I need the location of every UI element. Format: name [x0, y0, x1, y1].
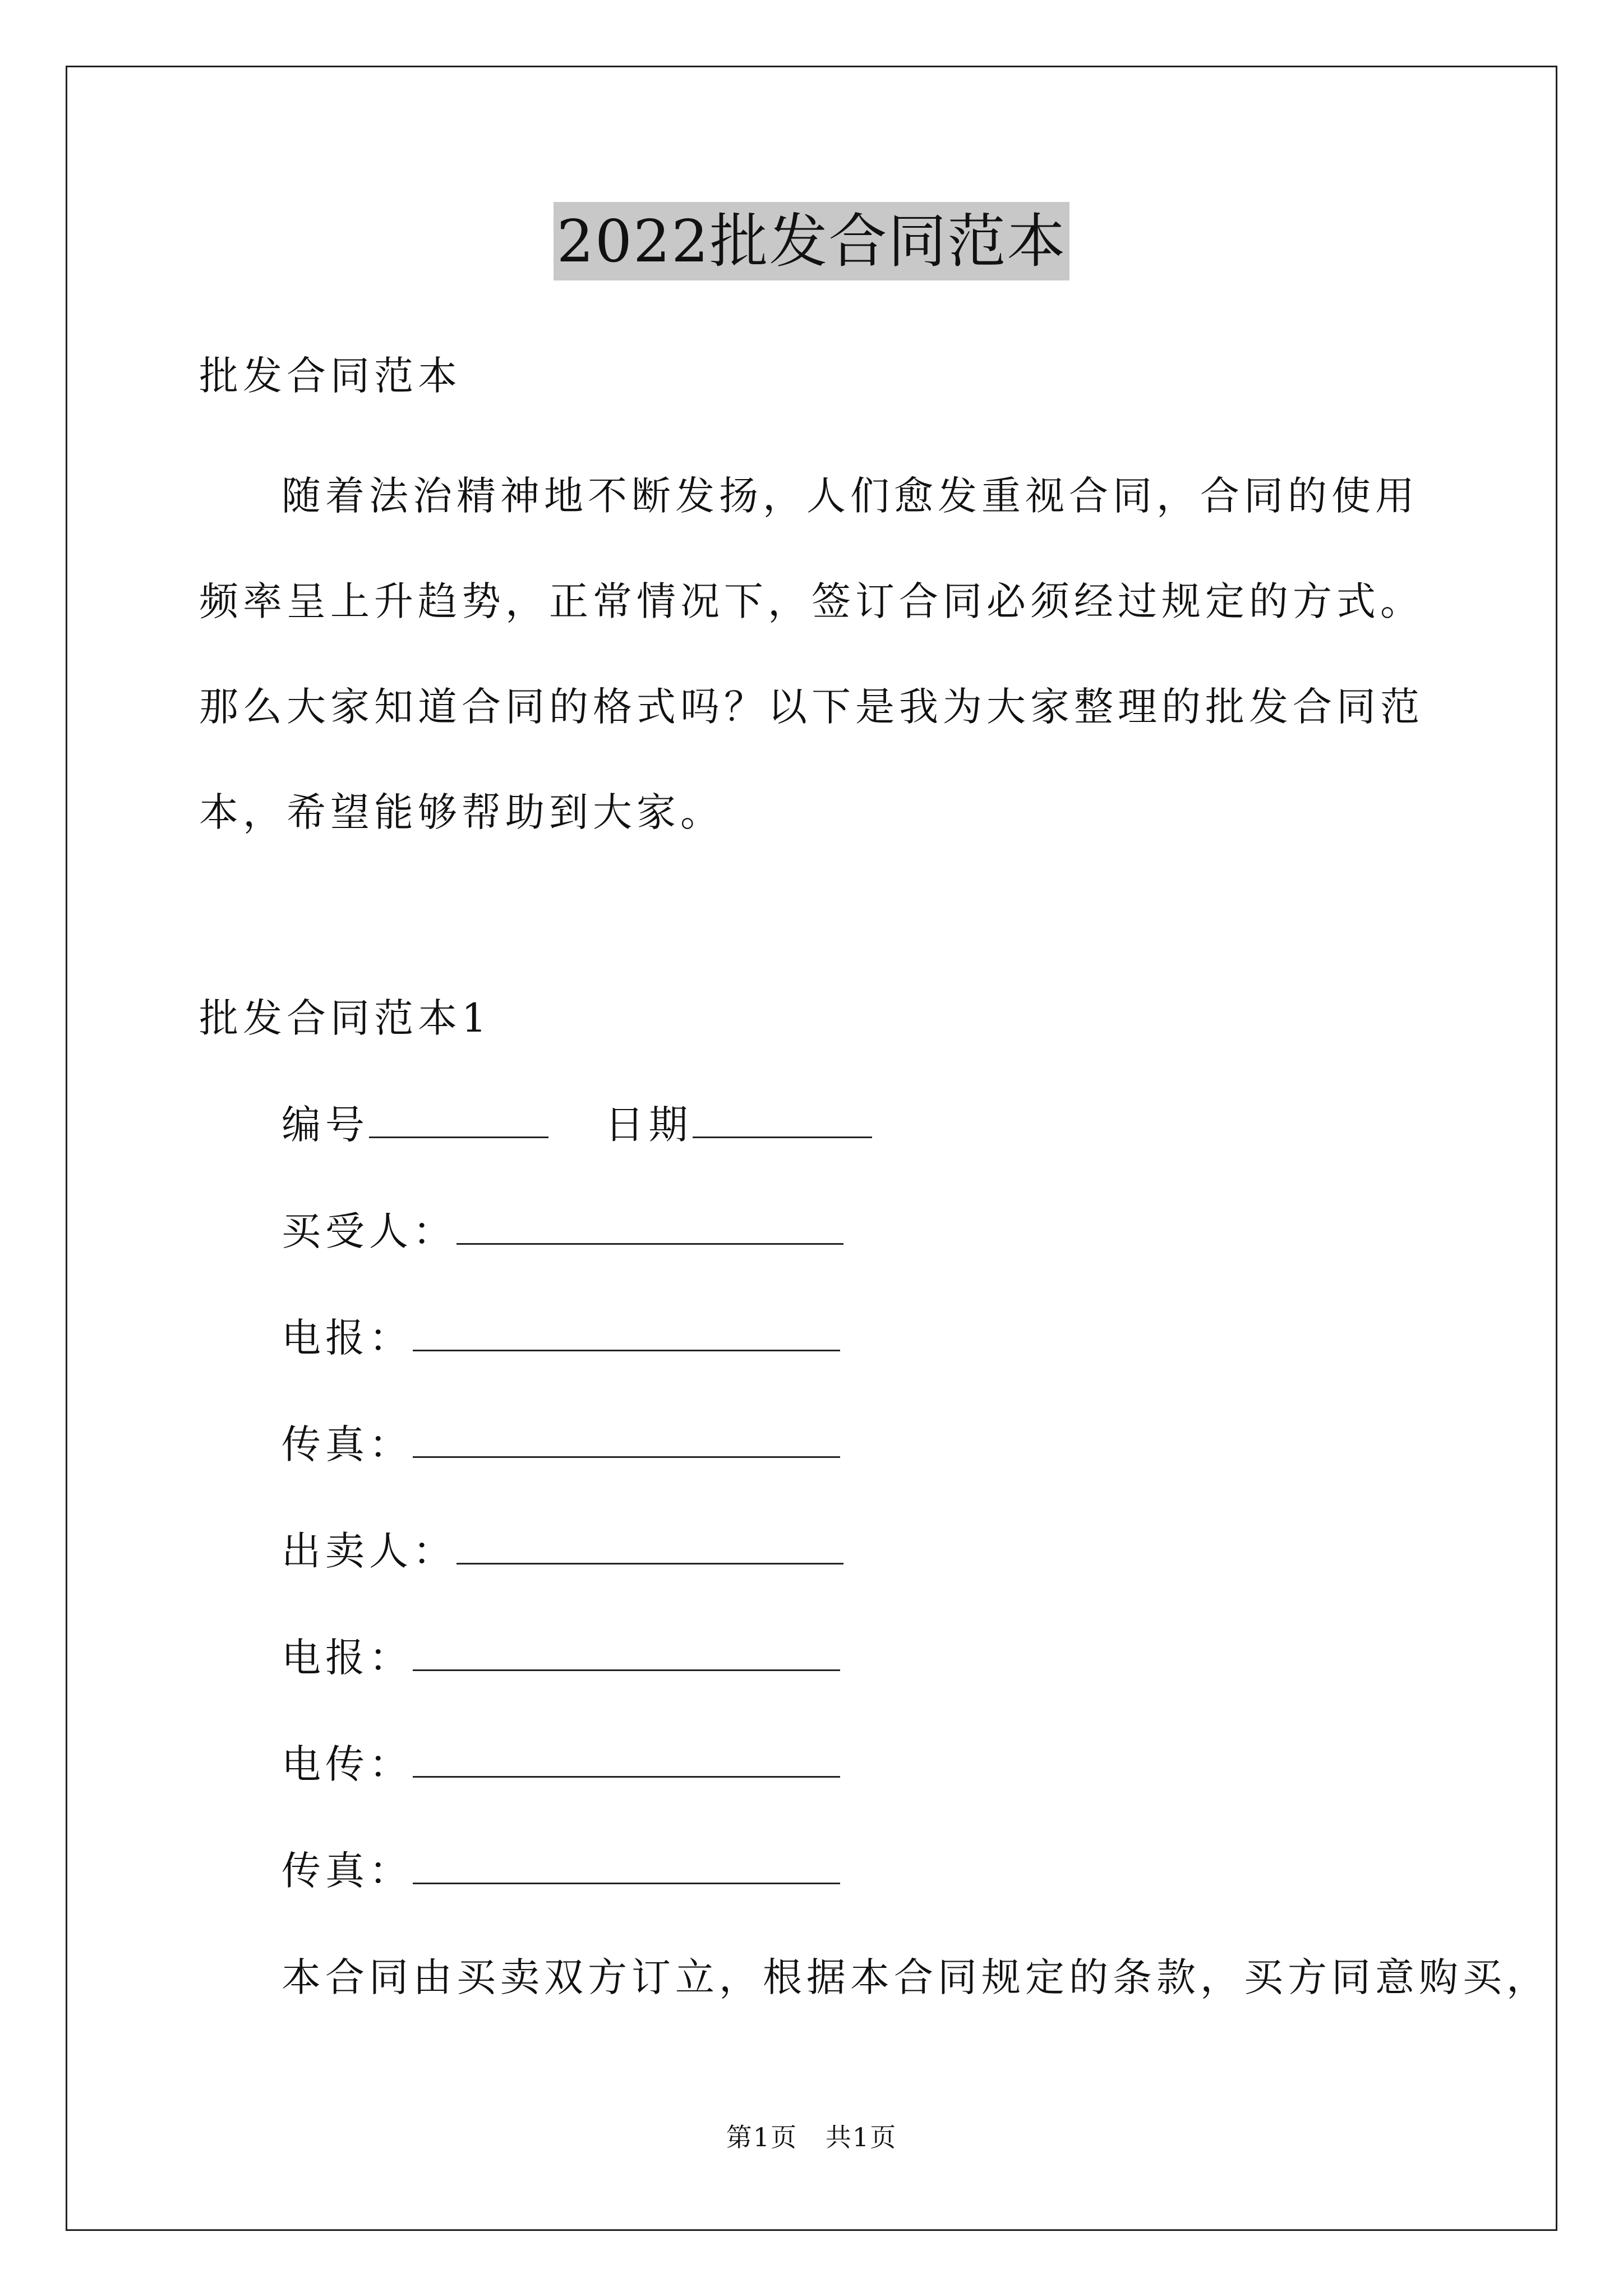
buyer-row: [282, 1206, 843, 1257]
buyer-telegram-blank[interactable]: [413, 1315, 840, 1351]
number-label: 编号: [282, 1102, 369, 1148]
title-container: [0, 202, 1623, 280]
seller-fax-blank[interactable]: [413, 1848, 840, 1884]
seller-telegram-row: [282, 1632, 840, 1683]
date-blank[interactable]: [693, 1102, 872, 1138]
section-heading: 批发合同范本1: [199, 995, 491, 1041]
buyer-fax-blank[interactable]: [413, 1421, 840, 1458]
seller-telex-label: 电传：: [282, 1741, 413, 1787]
intro-paragraph: [199, 443, 1455, 865]
seller-blank[interactable]: [457, 1528, 843, 1565]
buyer-telegram-row: [282, 1313, 840, 1363]
date-label: 日期: [605, 1102, 693, 1148]
intro-paragraph-text: 随着法治精神地不断发扬，人们愈发重视合同，合同的使用频率呈上升趋势，正常情况下，签订合同必须经过规定的方式。那么大家知道合同的格式吗？以下是我为大家整理的批发合同范本，希望能够帮助到大家。: [199, 473, 1424, 835]
seller-telex-row: [282, 1739, 840, 1789]
number-date-row: [282, 1099, 872, 1150]
seller-fax-label: 传真：: [282, 1848, 413, 1894]
buyer-telegram-label: 电报：: [282, 1315, 413, 1361]
page-footer: 第1页 共1页: [726, 2122, 897, 2152]
seller-row: [282, 1526, 843, 1576]
buyer-blank[interactable]: [457, 1208, 843, 1245]
number-blank[interactable]: [369, 1102, 548, 1138]
closing-line: 本合同由买卖双方订立，根据本合同规定的条款，买方同意购买，: [282, 1954, 1550, 2000]
document-title: 2022批发合同范本: [554, 202, 1070, 280]
seller-telegram-label: 电报：: [282, 1635, 413, 1681]
buyer-fax-row: [282, 1419, 840, 1470]
seller-telex-blank[interactable]: [413, 1741, 840, 1778]
buyer-label: 买受人：: [282, 1208, 457, 1254]
document-subtitle: 批发合同范本: [199, 353, 462, 399]
seller-fax-row: [282, 1846, 840, 1896]
seller-label: 出卖人：: [282, 1528, 457, 1574]
buyer-fax-label: 传真：: [282, 1421, 413, 1467]
seller-telegram-blank[interactable]: [413, 1635, 840, 1671]
